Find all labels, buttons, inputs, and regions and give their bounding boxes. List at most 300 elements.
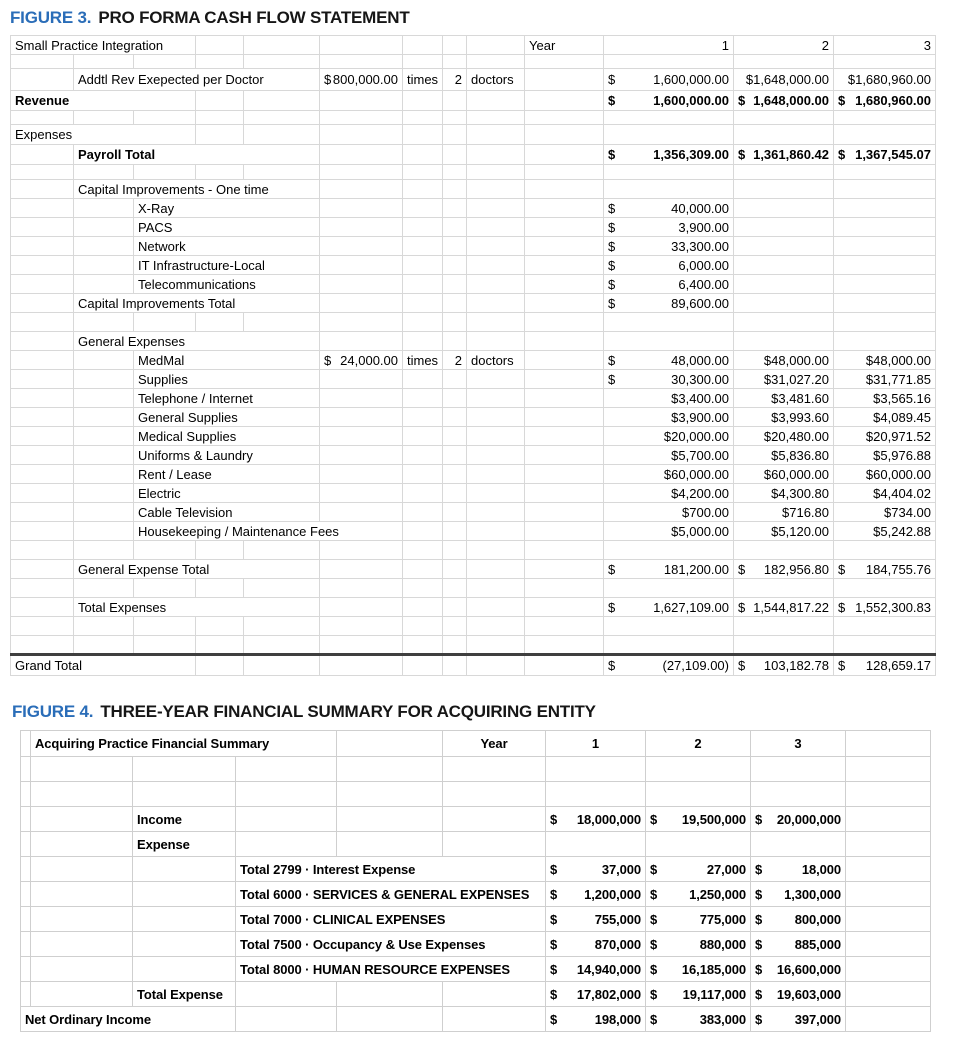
currency-sign: $ <box>838 561 846 577</box>
cell <box>734 636 834 655</box>
currency-sign: $ <box>755 961 763 977</box>
cell <box>525 256 604 275</box>
table-row <box>11 294 936 313</box>
cell <box>21 757 31 782</box>
amount: 1,600,000.00 <box>653 93 729 108</box>
currency-sign: $ <box>608 219 616 235</box>
cell <box>196 125 244 145</box>
amount: 1,600,000.00 <box>653 72 729 87</box>
cell <box>467 503 525 522</box>
cell <box>196 313 244 332</box>
cell <box>443 237 467 256</box>
amount: 775,000 <box>699 911 746 927</box>
cell <box>11 522 74 541</box>
currency-sign: $ <box>650 911 658 927</box>
cell <box>31 932 133 957</box>
row-label-cell: PACS <box>134 218 320 237</box>
sheet-title-cell: Small Practice Integration <box>11 36 196 55</box>
unit-amount-cell <box>320 69 403 91</box>
cell <box>403 125 443 145</box>
cell <box>646 757 751 782</box>
header-row <box>11 36 936 55</box>
cell <box>443 165 467 180</box>
year-3-value-cell <box>834 332 936 351</box>
row-label-cell: Supplies <box>134 370 320 389</box>
amount: 19,500,000 <box>681 811 746 827</box>
amount: 18,000 <box>801 861 841 877</box>
currency-sign: $ <box>608 658 616 673</box>
cell <box>134 55 196 69</box>
currency-sign: $ <box>608 276 616 292</box>
cell <box>320 145 403 165</box>
currency-sign: $ <box>608 295 616 311</box>
table-row <box>11 655 936 676</box>
cell <box>834 541 936 560</box>
figure3-title <box>10 8 956 28</box>
table-row <box>11 199 936 218</box>
year-1-value-cell <box>546 857 646 882</box>
cell <box>604 579 734 598</box>
row-label-cell: Electric <box>134 484 320 503</box>
cell <box>467 237 525 256</box>
cell <box>403 522 443 541</box>
cell <box>11 370 74 389</box>
cell <box>320 332 403 351</box>
cell <box>734 55 834 69</box>
cell <box>525 465 604 484</box>
year-2-value-cell <box>646 982 751 1007</box>
cell <box>443 522 467 541</box>
cell <box>403 655 443 676</box>
currency-sign: $ <box>738 93 746 108</box>
cell <box>337 731 443 757</box>
cell <box>403 484 443 503</box>
cell <box>525 180 604 199</box>
year-2-header: 2 <box>646 731 751 757</box>
cell <box>834 165 936 180</box>
row-label-cell: Cable Television <box>134 503 320 522</box>
table-row <box>11 541 936 560</box>
table-row <box>21 982 931 1007</box>
amount: 1,250,000 <box>689 886 746 902</box>
currency-sign: $ <box>838 93 846 108</box>
cell <box>21 882 31 907</box>
year-2-value-cell <box>646 882 751 907</box>
amount: 30,300.00 <box>671 371 729 387</box>
cell <box>74 370 134 389</box>
year-2-value-cell: $5,836.80 <box>734 446 834 465</box>
table-row <box>11 503 936 522</box>
amount: 1,361,860.42 <box>753 147 829 162</box>
year-2-value-cell <box>734 237 834 256</box>
currency-sign: $ <box>550 936 558 952</box>
cell <box>196 91 244 111</box>
cell <box>320 218 403 237</box>
cell <box>467 636 525 655</box>
cell <box>21 982 31 1007</box>
cell <box>11 275 74 294</box>
cell <box>403 275 443 294</box>
year-1-value-cell <box>546 882 646 907</box>
cell <box>467 313 525 332</box>
cell <box>236 757 337 782</box>
year-2-value-cell <box>646 857 751 882</box>
amount: 128,659.17 <box>865 658 931 673</box>
year-3-value-cell <box>834 180 936 199</box>
year-3-value-cell: $20,971.52 <box>834 427 936 446</box>
cell <box>11 465 74 484</box>
year-2-value-cell: $716.80 <box>734 503 834 522</box>
cell <box>403 503 443 522</box>
cell <box>74 636 134 655</box>
cell <box>403 617 443 636</box>
currency-sign: $ <box>324 72 332 87</box>
year-2-value-cell <box>734 256 834 275</box>
currency-sign: $ <box>608 72 616 87</box>
row-label-cell: Capital Improvements - One time <box>74 180 320 199</box>
year-1-value-cell: $5,000.00 <box>604 522 734 541</box>
cell <box>337 982 443 1007</box>
currency-sign: $ <box>650 936 658 952</box>
table-row <box>11 256 936 275</box>
table-row <box>11 180 936 199</box>
row-label-cell: Total 7000 · CLINICAL EXPENSES <box>236 907 546 932</box>
amount: 37,000 <box>601 861 641 877</box>
figure3 <box>10 35 956 676</box>
currency-sign: $ <box>738 658 746 673</box>
unit-cell: doctors <box>467 69 525 91</box>
row-label-cell: Total 6000 · SERVICES & GENERAL EXPENSES <box>236 882 546 907</box>
cell <box>320 541 403 560</box>
qty-cell: 2 <box>443 351 467 370</box>
amount: 1,544,817.22 <box>753 599 829 615</box>
cell <box>320 370 403 389</box>
row-label-cell: General Expenses <box>74 332 320 351</box>
amount: 880,000 <box>699 936 746 952</box>
cell <box>74 503 134 522</box>
cell <box>196 36 244 55</box>
year-3-header: 3 <box>834 36 936 55</box>
cell <box>443 503 467 522</box>
cell <box>467 465 525 484</box>
cell <box>74 237 134 256</box>
cell <box>467 218 525 237</box>
row-label-cell: Payroll Total <box>74 145 320 165</box>
currency-sign: $ <box>738 561 746 577</box>
cell <box>846 857 931 882</box>
cell <box>244 636 320 655</box>
cell <box>846 1007 931 1032</box>
table-row <box>21 782 931 807</box>
year-2-value-cell <box>734 294 834 313</box>
cell <box>337 807 443 832</box>
table-row <box>11 91 936 111</box>
year-1-value-cell <box>546 932 646 957</box>
row-label-cell: Total 2799 · Interest Expense <box>236 857 546 882</box>
currency-sign: $ <box>650 961 658 977</box>
cell <box>244 313 320 332</box>
currency-sign: $ <box>755 1011 763 1027</box>
currency-sign: $ <box>608 200 616 216</box>
cell <box>133 782 236 807</box>
amount: 1,367,545.07 <box>855 147 931 162</box>
times-cell: times <box>403 351 443 370</box>
cell <box>443 256 467 275</box>
cell <box>320 598 403 617</box>
cell <box>244 55 320 69</box>
cell <box>11 111 74 125</box>
cell <box>196 617 244 636</box>
cell <box>134 111 196 125</box>
year-2-value-cell <box>646 957 751 982</box>
cell <box>403 165 443 180</box>
cell <box>244 36 320 55</box>
cell <box>443 313 467 332</box>
cell <box>525 218 604 237</box>
cell <box>11 598 74 617</box>
year-2-value-cell: $3,993.60 <box>734 408 834 427</box>
cell <box>74 389 134 408</box>
cell <box>244 541 320 560</box>
currency-sign: $ <box>608 352 616 368</box>
amount: 184,755.76 <box>865 561 931 577</box>
currency-sign: $ <box>608 93 616 108</box>
cell <box>236 1007 337 1032</box>
table-row <box>11 351 936 370</box>
currency-sign: $ <box>608 371 616 387</box>
row-label-cell: Total Expenses <box>74 598 320 617</box>
year-3-value-cell <box>751 882 846 907</box>
cell <box>443 1007 546 1032</box>
cell <box>320 427 403 446</box>
cell <box>403 36 443 55</box>
year-2-value-cell: $1,648,000.00 <box>734 69 834 91</box>
cell <box>525 560 604 579</box>
amount: 1,200,000 <box>584 886 641 902</box>
cell <box>443 180 467 199</box>
cell <box>604 617 734 636</box>
figure3-table <box>10 35 936 676</box>
amount: 89,600.00 <box>671 295 729 311</box>
amount: 6,400.00 <box>678 276 729 292</box>
table-row <box>11 370 936 389</box>
currency-sign: $ <box>755 861 763 877</box>
cell <box>403 427 443 446</box>
cell <box>443 389 467 408</box>
cell <box>467 617 525 636</box>
cell <box>467 165 525 180</box>
year-1-value-cell: $4,200.00 <box>604 484 734 503</box>
cell <box>320 36 403 55</box>
cell <box>525 165 604 180</box>
row-label-cell: Total 7500 · Occupancy & Use Expenses <box>236 932 546 957</box>
cell <box>196 165 244 180</box>
currency-sign: $ <box>608 238 616 254</box>
cell <box>467 389 525 408</box>
year-2-value-cell <box>734 180 834 199</box>
cell <box>467 332 525 351</box>
year-2-value-cell <box>734 145 834 165</box>
currency-sign: $ <box>738 147 746 162</box>
cell <box>11 237 74 256</box>
year-3-value-cell <box>834 237 936 256</box>
unit-amount-cell <box>320 351 403 370</box>
cell <box>846 832 931 857</box>
currency-sign: $ <box>608 147 616 162</box>
cell <box>21 832 31 857</box>
cell <box>134 165 196 180</box>
table-row <box>21 807 931 832</box>
cell <box>467 91 525 111</box>
table-row <box>21 957 931 982</box>
cell <box>443 541 467 560</box>
cell <box>236 807 337 832</box>
cell <box>11 446 74 465</box>
cell <box>337 757 443 782</box>
amount: 397,000 <box>794 1011 841 1027</box>
year-2-value-cell <box>646 1007 751 1032</box>
cell <box>320 91 403 111</box>
cell <box>604 165 734 180</box>
cell <box>11 256 74 275</box>
table-row <box>11 579 936 598</box>
cell <box>11 294 74 313</box>
table-row <box>11 145 936 165</box>
currency-sign: $ <box>324 352 332 368</box>
year-3-value-cell: $4,089.45 <box>834 408 936 427</box>
row-label-cell: Telephone / Internet <box>134 389 320 408</box>
cell <box>403 237 443 256</box>
cell <box>443 782 546 807</box>
year-3-value-cell: $1,680,960.00 <box>834 69 936 91</box>
table-row <box>11 275 936 294</box>
year-2-header: 2 <box>734 36 834 55</box>
year-2-value-cell <box>734 598 834 617</box>
cell <box>236 832 337 857</box>
currency-sign: $ <box>550 911 558 927</box>
cell <box>443 199 467 218</box>
cell <box>525 484 604 503</box>
cell <box>467 275 525 294</box>
cell <box>525 69 604 91</box>
cell <box>443 55 467 69</box>
currency-sign: $ <box>755 811 763 827</box>
currency-sign: $ <box>650 861 658 877</box>
cell <box>467 180 525 199</box>
cell <box>467 36 525 55</box>
year-1-value-cell: $700.00 <box>604 503 734 522</box>
cell <box>74 55 134 69</box>
cell <box>74 111 134 125</box>
cell <box>244 655 320 676</box>
year-2-value-cell <box>646 907 751 932</box>
cell <box>846 957 931 982</box>
figure4 <box>20 730 956 1032</box>
cell <box>11 199 74 218</box>
currency-sign: $ <box>650 811 658 827</box>
year-2-value-cell <box>646 832 751 857</box>
row-label-cell: Expenses <box>11 125 196 145</box>
cell <box>403 294 443 313</box>
cell <box>320 165 403 180</box>
page <box>0 8 956 1059</box>
cell <box>525 598 604 617</box>
cell <box>525 427 604 446</box>
year-1-value-cell <box>604 237 734 256</box>
figure4-title-label: FIGURE 4. <box>12 702 94 721</box>
cell <box>604 111 734 125</box>
amount: 3,900.00 <box>678 219 729 235</box>
amount: 1,552,300.83 <box>855 599 931 615</box>
currency-sign: $ <box>608 257 616 273</box>
cell <box>443 598 467 617</box>
cell <box>11 560 74 579</box>
cell <box>467 598 525 617</box>
times-cell: times <box>403 69 443 91</box>
cell <box>846 731 931 757</box>
amount: 870,000 <box>594 936 641 952</box>
row-label-cell: Net Ordinary Income <box>21 1007 236 1032</box>
amount: 33,300.00 <box>671 238 729 254</box>
year-3-value-cell <box>751 807 846 832</box>
cell <box>525 55 604 69</box>
year-3-value-cell <box>834 655 936 676</box>
cell <box>320 446 403 465</box>
cell <box>244 165 320 180</box>
year-1-value-cell <box>546 957 646 982</box>
cell <box>443 125 467 145</box>
cell <box>196 541 244 560</box>
cell <box>196 55 244 69</box>
cell <box>443 484 467 503</box>
cell <box>403 408 443 427</box>
amount: 1,356,309.00 <box>653 147 729 162</box>
cell <box>134 313 196 332</box>
year-1-value-cell <box>604 218 734 237</box>
cell <box>834 617 936 636</box>
row-label-cell: Revenue <box>11 91 196 111</box>
year-3-value-cell <box>834 256 936 275</box>
cell <box>11 541 74 560</box>
cell <box>74 484 134 503</box>
cell <box>244 617 320 636</box>
cell <box>403 199 443 218</box>
currency-sign: $ <box>650 986 658 1002</box>
unit-cell: doctors <box>467 351 525 370</box>
year-1-value-cell: $3,900.00 <box>604 408 734 427</box>
year-1-value-cell <box>604 180 734 199</box>
currency-sign: $ <box>755 936 763 952</box>
cell <box>21 932 31 957</box>
year-2-value-cell <box>734 655 834 676</box>
cell <box>403 541 443 560</box>
table-row <box>11 332 936 351</box>
row-label-cell: Housekeeping / Maintenance Fees <box>134 522 403 541</box>
year-2-value-cell <box>646 932 751 957</box>
cell <box>467 370 525 389</box>
row-label-cell: Grand Total <box>11 655 196 676</box>
table-row <box>11 389 936 408</box>
amount: 885,000 <box>794 936 841 952</box>
cell <box>133 932 236 957</box>
amount: 182,956.80 <box>763 561 829 577</box>
figure4-title <box>12 702 956 722</box>
table-row <box>21 1007 931 1032</box>
year-3-value-cell: $48,000.00 <box>834 351 936 370</box>
row-label-cell: Medical Supplies <box>134 427 320 446</box>
cell <box>11 351 74 370</box>
year-3-value-cell <box>834 598 936 617</box>
